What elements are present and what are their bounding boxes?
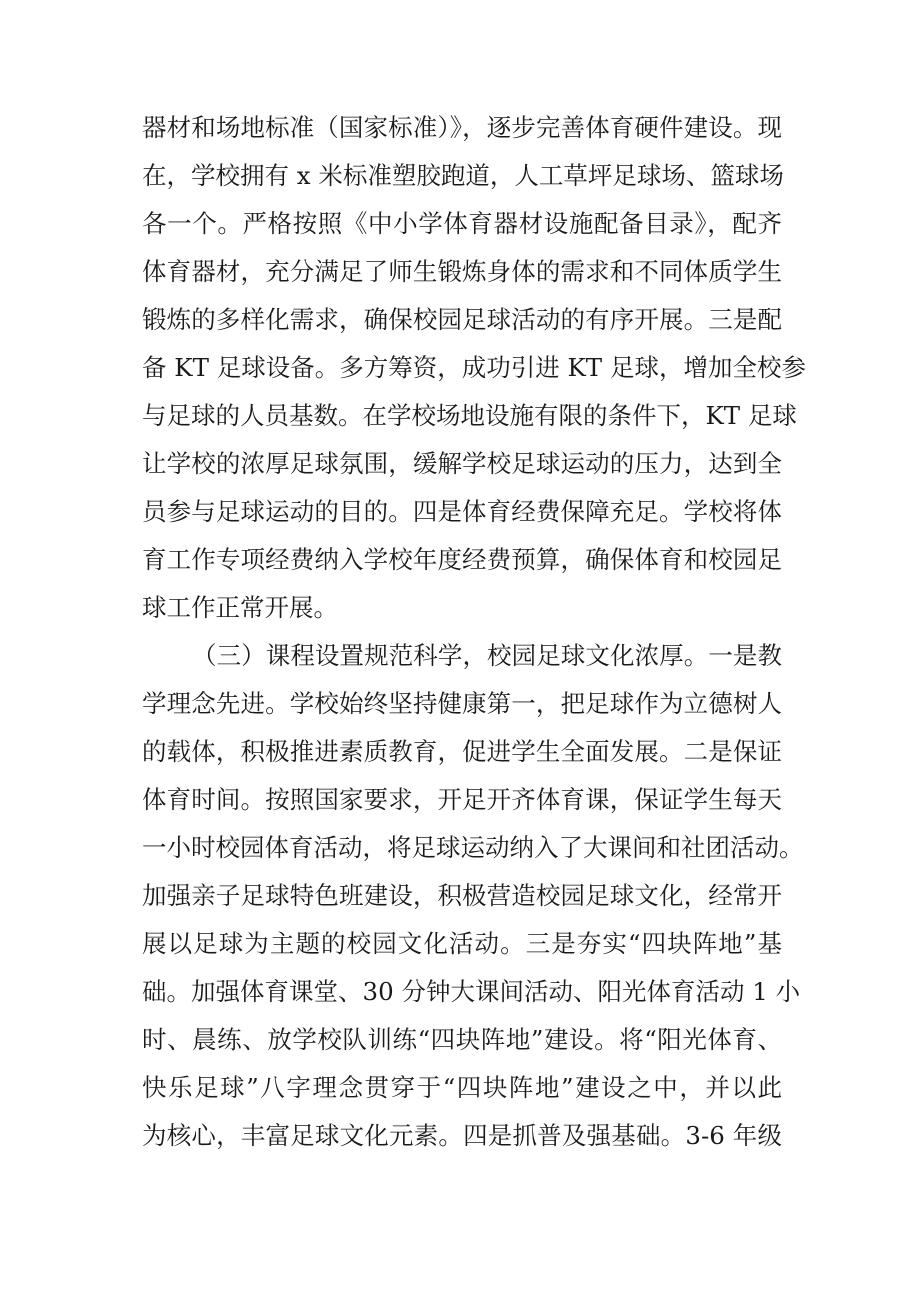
text-line: 一小时校园体育活动，将足球运动纳入了大课间和社团活动。 xyxy=(142,833,804,862)
text-line: 员参与足球运动的目的。四是体育经费保障充足。学校将体 xyxy=(142,497,782,526)
text-line: 体育时间。按照国家要求，开足开齐体育课，保证学生每天 xyxy=(142,785,782,814)
text-line: 的载体，积极推进素质教育，促进学生全面发展。二是保证 xyxy=(142,737,782,766)
paragraph-curriculum xyxy=(142,632,804,1160)
text-line: 展以足球为主题的校园文化活动。三是夯实“四块阵地”基 xyxy=(142,929,782,958)
text-line: 器材和场地标准（国家标准）》，逐步完善体育硬件建设。现 xyxy=(142,113,782,142)
text-line: 与足球的人员基数。在学校场地设施有限的条件下，KT 足球 xyxy=(142,401,797,430)
text-line: 备 KT 足球设备。多方筹资，成功引进 KT 足球，增加全校参 xyxy=(142,353,806,382)
text-line: 在，学校拥有 x 米标准塑胶跑道，人工草坪足球场、篮球场 xyxy=(142,161,784,190)
text-line: 让学校的浓厚足球氛围，缓解学校足球运动的压力，达到全 xyxy=(142,449,782,478)
text-line: 时、晨练、放学校队训练“四块阵地”建设。将“阳光体育、 xyxy=(142,1025,782,1054)
text-line: 为核心，丰富足球文化元素。四是抓普及强基础。3-6 年级 xyxy=(142,1121,782,1150)
text-line: 础。加强体育课堂、30 分钟大课间活动、阳光体育活动 1 小 xyxy=(142,977,801,1006)
text-line: 锻炼的多样化需求，确保校园足球活动的有序开展。三是配 xyxy=(142,305,782,334)
text-line: 快乐足球”八字理念贯穿于“四块阵地”建设之中，并以此 xyxy=(142,1073,782,1102)
text-line: 球工作正常开展。 xyxy=(142,593,338,622)
paragraph-facilities xyxy=(142,104,806,632)
text-line: 育工作专项经费纳入学校年度经费预算，确保体育和校园足 xyxy=(142,545,782,574)
section-heading-line: （三）课程设置规范科学，校园足球文化浓厚。一是教 xyxy=(192,641,782,670)
document-body xyxy=(142,104,806,1160)
text-line: 体育器材，充分满足了师生锻炼身体的需求和不同体质学生 xyxy=(142,257,782,286)
text-line: 各一个。严格按照《中小学体育器材设施配备目录》，配齐 xyxy=(142,209,782,238)
text-line: 加强亲子足球特色班建设，积极营造校园足球文化，经常开 xyxy=(142,881,782,910)
text-line: 学理念先进。学校始终坚持健康第一，把足球作为立德树人 xyxy=(142,689,782,718)
